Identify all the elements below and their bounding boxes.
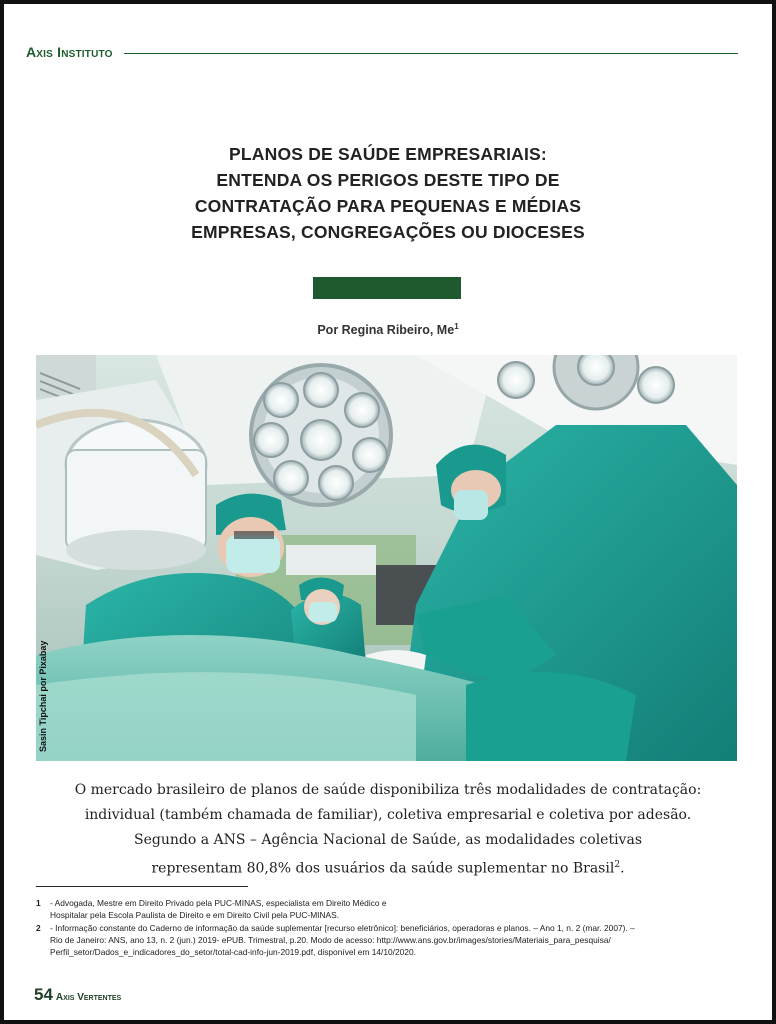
footnote-number: 2 bbox=[36, 923, 41, 933]
footnotes bbox=[36, 897, 736, 959]
footnote-item bbox=[36, 922, 736, 958]
footnote-text: Hospitalar pela Escola Paulista de Direito e em Direito Civil pela PUC-MINAS. bbox=[50, 910, 340, 920]
surgery-photo bbox=[36, 355, 737, 761]
header-rule bbox=[124, 53, 738, 54]
magazine-name: Axis Vertentes bbox=[55, 992, 122, 1003]
footnote-text: Perfil_setor/Dados_e_indicadores_do_setor/total-cad-info-jun-2019.pdf, disponível em 14/10/2020. bbox=[50, 947, 416, 957]
article-title bbox=[120, 141, 656, 245]
title-accent-bar bbox=[313, 277, 461, 299]
intro-footnote-ref[interactable]: 2 bbox=[614, 860, 621, 870]
intro-paragraph bbox=[40, 778, 736, 882]
header-brand: Axis Instituto bbox=[26, 44, 113, 60]
intro-line: O mercado brasileiro de planos de saúde disponibiliza três modalidades de contratação: bbox=[74, 782, 702, 798]
intro-line-last: representam 80,8% dos usuários da saúde suplementar no Brasil$^2$. bbox=[151, 860, 625, 877]
footnote-text: - Advogada, Mestre em Direito Privado pela PUC-MINAS, especialista em Direito Médico e bbox=[50, 898, 387, 908]
title-line: PLANOS DE SAÚDE EMPRESARIAIS: bbox=[229, 144, 547, 164]
footnote-item bbox=[36, 897, 736, 921]
page-number: 54 bbox=[34, 985, 53, 1004]
footnote-number: 1 bbox=[36, 898, 41, 908]
byline: Por Regina Ribeiro, Me$^1$ bbox=[317, 322, 459, 338]
byline-footnote-ref[interactable]: 1 bbox=[454, 322, 459, 331]
footnote-text: Rio de Janeiro: ANS, ano 13, n. 2 (jun.) 2019- ePUB. Trimestral, p.20. Modo de acesso: http://www.ans.gov.br/images/stories/Materiais_para_pesquisa/ bbox=[50, 935, 611, 945]
intro-line: Segundo a ANS – Agência Nacional de Saúde, as modalidades coletivas bbox=[134, 832, 642, 848]
title-line: EMPRESAS, CONGREGAÇÕES OU DIOCESES bbox=[191, 222, 585, 242]
photo-credit: Sasin Tipchai por Pixabay bbox=[38, 640, 48, 752]
title-line: CONTRATAÇÃO PARA PEQUENAS E MÉDIAS bbox=[194, 196, 582, 216]
footnote-rule bbox=[36, 886, 248, 887]
title-line: ENTENDA OS PERIGOS DESTE TIPO DE bbox=[216, 170, 560, 190]
intro-line: individual (também chamada de familiar), coletiva empresarial e coletiva por adesão. bbox=[84, 807, 692, 823]
footnote-text: - Informação constante do Caderno de informação da saúde suplementar [recurso eletrônico]: beneficiários, operadoras e planos. – Ano 1, n. 2 (mar. 2007). – bbox=[50, 923, 635, 933]
page-footer bbox=[34, 985, 121, 1005]
